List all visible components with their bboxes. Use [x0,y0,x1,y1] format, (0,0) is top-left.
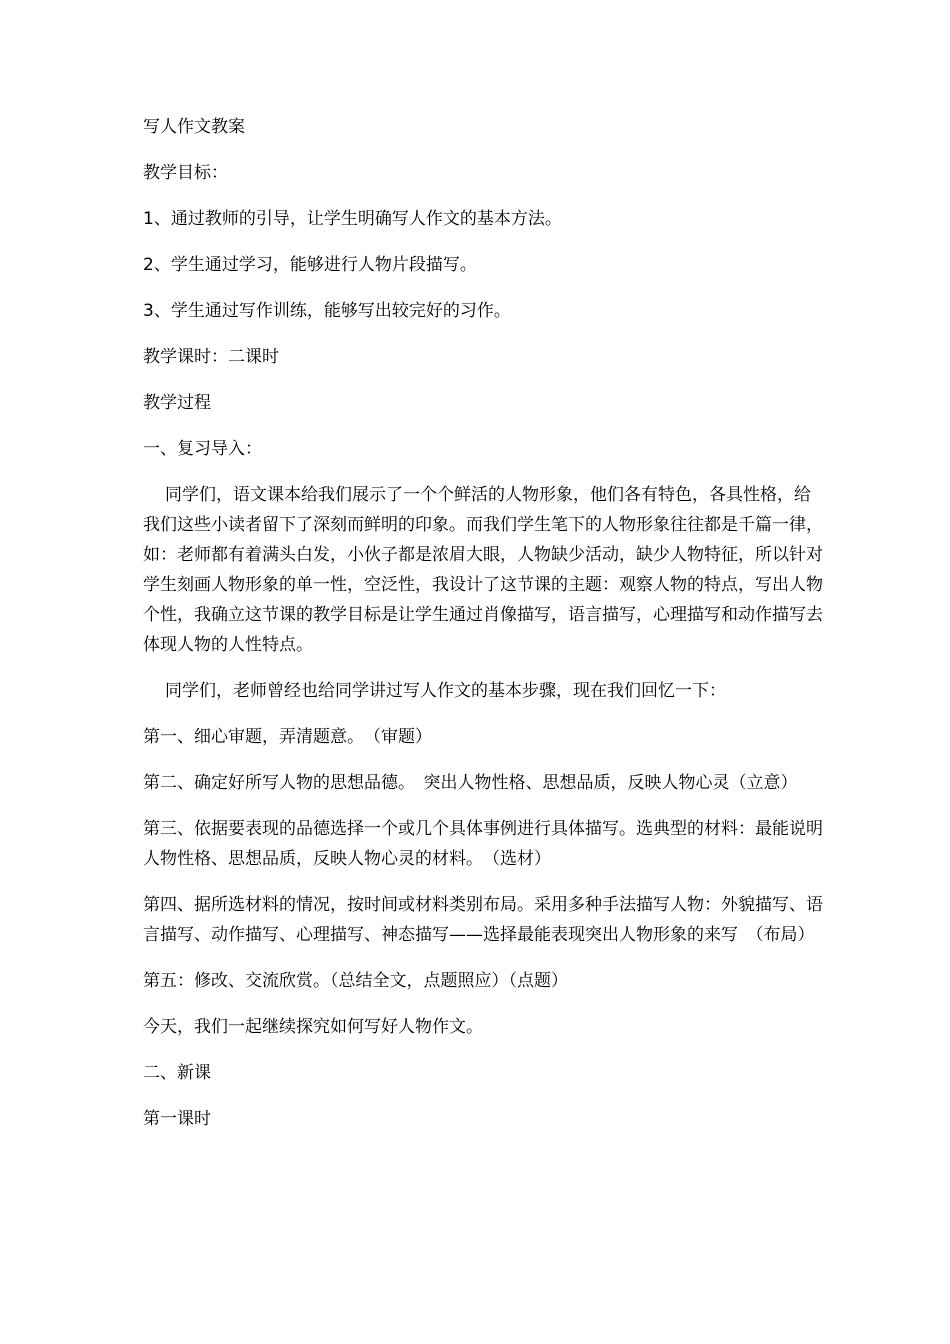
objectives-heading: 教学目标： [143,163,228,183]
document-title: 写人作文教案 [143,117,245,137]
today-line: 今天，我们一起继续探究如何写好人物作文。 [143,1017,483,1037]
objective-item: 1、通过教师的引导，让学生明确写人作文的基本方法。 [143,209,562,229]
step-item: 第五：修改、交流欣赏。（总结全文，点题照应）（点题） [143,971,568,991]
step-item: 第一、细心审题，弄清题意。 （审题） [143,727,432,747]
process-heading: 教学过程 [143,393,211,413]
step-item: 第三、依据要表现的品德选择一个或几个具体事例进行具体描写。选典型的材料：最能说明人物性格、思想品质，反映人物心灵的材料。 （选材） [143,819,823,869]
objective-item: 2、学生通过学习，能够进行人物片段描写。 [143,255,477,275]
intro-paragraph: 同学们，语文课本给我们展示了一个个鲜活的人物形象，他们各有特色，各具性格，给我们这些小读者留下了深刻而鲜明的印象。而我们学生笔下的人物形象往往都是千篇一律，如：老师都有着满头白发，小伙子都是浓眉大眼，人物缺少活动，缺少人物特征，所以针对学生刻画人物形象的单一性，空泛性，我设计了这节课的主题：观察人物的特点，写出人物个性，我确立这节课的教学目标是让学生通过肖像描写，语言描写，心理描写和动作描写去体现人物的人性特点。 [143,485,823,655]
section-heading-new-lesson: 二、新课 [143,1063,211,1083]
step-item: 第二、确定好所写人物的思想品德。 突出人物性格、思想品质，反映人物心灵（立意） [143,773,798,793]
class-hours: 教学课时：二课时 [143,347,279,367]
step-item: 第四、据所选材料的情况，按时间或材料类别布局。采用多种手法描写人物：外貌描写、语言描写、动作描写、心理描写、神态描写——选择最能表现突出人物形象的来写 （布局） [143,895,823,945]
intro-paragraph: 同学们，老师曾经也给同学讲过写人作文的基本步骤，现在我们回忆一下： [165,681,726,701]
document-page [143,112,823,1150]
objective-item: 3、学生通过写作训练，能够写出较完好的习作。 [143,301,511,321]
section-heading-review: 一、复习导入： [143,439,262,459]
lesson-heading: 第一课时 [143,1109,211,1129]
